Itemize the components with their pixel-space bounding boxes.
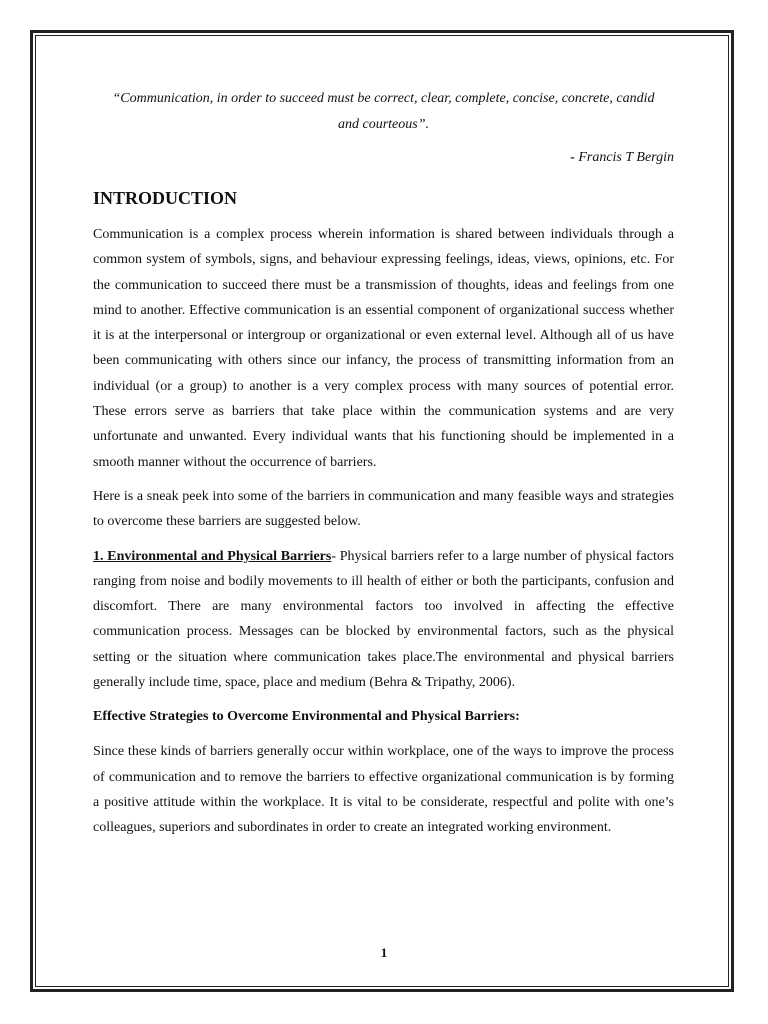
epigraph-author bbox=[93, 146, 674, 170]
epigraph-quote: “Communication, in order to succeed must be correct, clear, complete, concise, concrete, candid and courteous”. bbox=[112, 91, 655, 132]
strategies-paragraph: Since these kinds of barriers generally occur within workplace, one of the ways to improve the process of communication and to remove the barriers to effective organizational communication is by forming a positive attitude within the workplace. It is vital to be considerate, respectful and polite with one’s colleagues, superiors and subordinates in order to create an integrated working environment. bbox=[93, 744, 674, 836]
section-1-body: - Physical barriers refer to a large number of physical factors ranging from noise and bodily movements to ill health of either or both the participants, confusion and discomfort. There are many environmental factors too involved in affecting the effective communication process. Messages can be blocked by environmental factors, such as the physical setting or the situation where communication takes place.The environmental and physical barriers generally include time, space, place and medium (Behra & Tripathy, 2006). bbox=[93, 548, 675, 691]
strategies-heading: Effective Strategies to Overcome Environmental and Physical Barriers: bbox=[93, 709, 520, 725]
intro-paragraph-2: Here is a sneak peek into some of the barriers in communication and many feasible ways and strategies to overcome these barriers are suggested below. bbox=[93, 488, 674, 530]
section-1-title: 1. Environmental and Physical Barriers bbox=[93, 548, 332, 564]
section-1-paragraph bbox=[93, 544, 674, 696]
epigraph-dash: - bbox=[570, 150, 575, 165]
epigraph-author-name: Francis T Bergin bbox=[578, 150, 674, 165]
introduction-heading: INTRODUCTION bbox=[93, 188, 238, 208]
document-body bbox=[93, 86, 674, 850]
intro-paragraph-1: Communication is a complex process wherein information is shared between individuals through a common system of symbols, signs, and behaviour expressing feelings, ideas, views, opinions, etc. For the communication to succeed there must be a transmission of thoughts, ideas and feelings from one mind to another. Effective communication is an essential component of organizational success whether it is at the interpersonal or intergroup or organizational or even external level. Although all of us have been communicating with others since our infancy, the process of transmitting information from an individual (or a group) to another is a very complex process with many sources of potential error. These errors serve as barriers that take place within the communication systems and are very unfortunate and unwanted. Every individual wants that his functioning should be implemented in a smooth manner without the occurrence of barriers. bbox=[93, 227, 674, 470]
page-number: 1 bbox=[380, 945, 388, 960]
